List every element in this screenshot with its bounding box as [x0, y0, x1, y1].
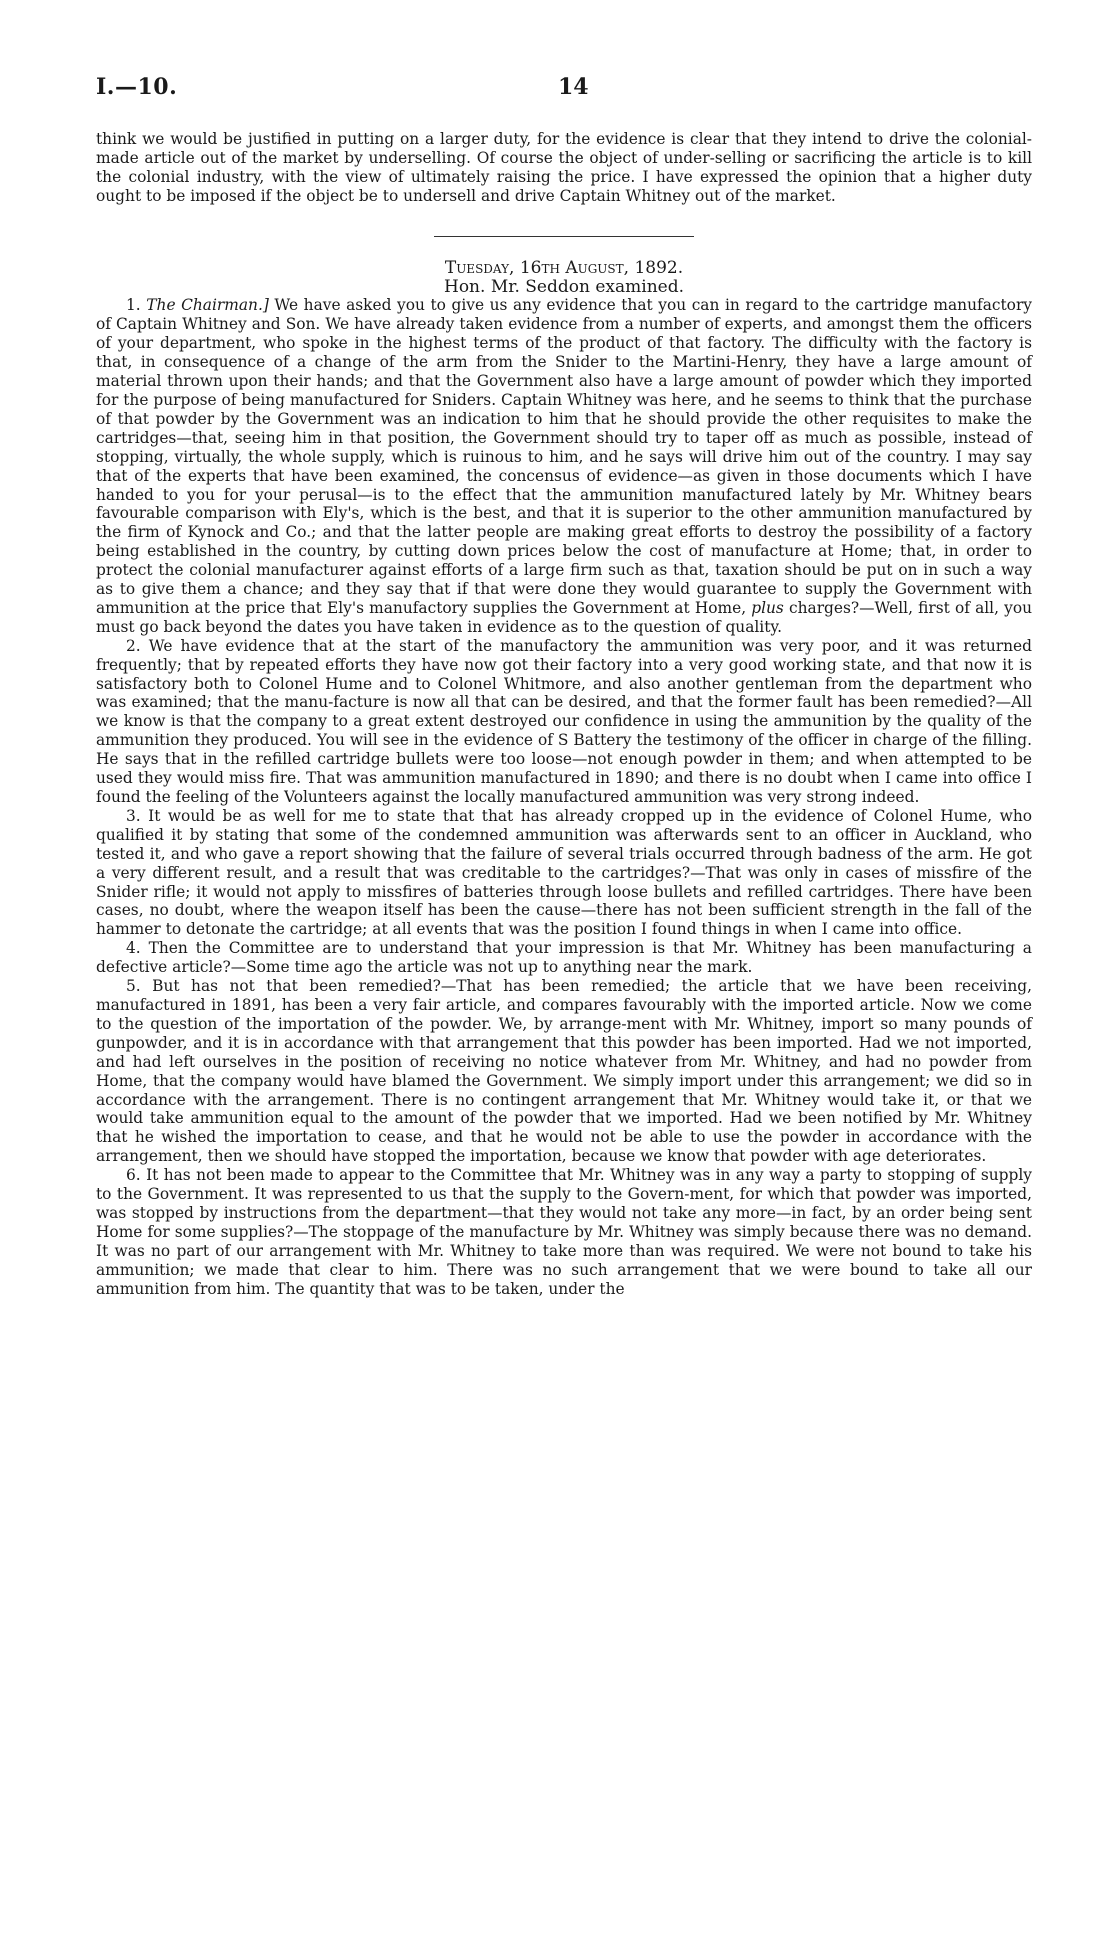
document-reference: I.—10.: [96, 74, 178, 100]
speaker-label: The Chairman.]: [146, 296, 269, 315]
session-date: Tuesday, 16th August, 1892.: [444, 257, 684, 278]
italic-word: plus: [751, 598, 784, 617]
paragraph-text-continued: charges?—Well, first of all, you must go back beyond the dates you have taken in evidence as to the question of quality.: [96, 598, 1033, 636]
question-paragraph-5: [96, 977, 1032, 1166]
question-paragraph-3: [96, 807, 1032, 939]
paragraph-text: We have evidence that at the start of the manufactory the ammunition was very poor, and it was returned frequently; that by repeated efforts they have now got their factory into a very good working state, and that now it is satisfactory both to Colonel Hume and to Colonel Whitmore, and also another gentleman from the department who was examined; that the manu-facture is now all that can be desired, and that the former fault has been remedied?—All we know is that the company to a great extent destroyed our confidence in using the ammunition by the quality of the ammunition they produced. You will see in the evidence of S Battery the testimony of the officer in charge of the filling. He says that in the refilled cartridge bullets were too loose—not enough powder in them; and when attempted to be used they would miss fire. That was ammunition manufactured in 1890; and there is no doubt when I came into office I found the feeling of the Volunteers against the locally manufactured ammunition was very strong indeed.: [96, 636, 1032, 806]
paragraph-text: Then the Committee are to understand that your impression is that Mr. Whitney has been manufacturing a defective article?—Some time ago the article was not up to anything near the mark.: [96, 939, 1032, 977]
question-paragraph-4: [96, 939, 1032, 977]
question-paragraph-2: [96, 637, 1032, 807]
intro-paragraph: think we would be justified in putting on a larger duty, for the evidence is clear that they intend to drive the colonial-made article out of the market by underselling. Of course the object of under-selling or sacrificing the article is to kill the colonial industry, with the view of ultimately raising the price. I have expressed the opinion that a higher duty ought to be imposed if the object be to undersell and drive Captain Whitney out of the market.: [96, 130, 1032, 205]
paragraph-text: It has not been made to appear to the Committee that Mr. Whitney was in any way a party to stopping of supply to the Government. It was represented to us that the supply to the Govern-ment, for which that powder was imported, was stopped by instructions from the department—that they would not take any more—in fact, by an order being sent Home for some supplies?—The stoppage of the manufacture by Mr. Whitney was simply because there was no demand. It was no part of our arrangement with Mr. Whitney to take more than was required. We were not bound to take his ammunition; we made that clear to him. There was no such arrangement that we were bound to take all our ammunition from him. The quantity that was to be taken, under the: [96, 1166, 1032, 1298]
paragraph-text: But has not that been remedied?—That has been remedied; the article that we have been receiving, manufactured in 1891, has been a very fair article, and compares favourably with the imported article. Now we come to the question of the importation of the powder. We, by arrange-ment with Mr. Whitney, import so many pounds of gunpowder, and it is in accordance with that arrangement that this powder has been imported. Had we not imported, and had left ourselves in the position of receiving no notice whatever from Mr. Whitney, and had no powder from Home, that the company would have blamed the Government. We simply import under this arrangement; we did so in accordance with the arrangement. There is no contingent arrangement that Mr. Whitney would take it, or that we would take ammunition equal to the amount of the powder that we imported. Had we been notified by Mr. Whitney that he wished the importation to cease, and that he would not be able to use the powder in accordance with the arrangement, then we should have stopped the importation, because we know that powder with age deteriorates.: [96, 977, 1032, 1166]
document-body: [96, 130, 1032, 1298]
page-header: [96, 74, 1018, 104]
paragraph-text: We have asked you to give us any evidence that you can in regard to the cartridge manufactory of Captain Whitney and Son. We have already taken evidence from a number of experts, and amongst them the officers of your department, who spoke in the highest terms of the product of that factory. The difficulty with the factory is that, in consequence of a change of the arm from the Snider to the Martini-Henry, they have a large amount of material thrown upon their hands; and that the Government also have a large amount of powder which they imported for the purpose of being manufactured for Sniders. Captain Whitney was here, and he seems to think that the purchase of that powder by the Government was an indication to him that he should provide the other requisites to make the cartridges—that, seeing him in that position, the Government should try to taper off as much as possible, instead of stopping, virtually, the whole supply, which is ruinous to him, and he says will drive him out of the country. I may say that of the experts that have been examined, the concensus of evidence—as given in those documents which I have handed to you for your perusal—is to the effect that the ammunition manufactured lately by Mr. Whitney bears favourable comparison with Ely's, which is the best, and that it is superior to the other ammunition manufactured by the firm of Kynock and Co.; and that the latter people are making great efforts to destroy the possibility of a factory being established in the country, by cutting down prices below the cost of manufacture at Home; that, in order to protect the colonial manufacturer against efforts of a large firm such as that, taxation should be put on in such a way as to give them a chance; and they say that if that were done they would guarantee to supply the Government with ammunition at the price that Ely's manufactory supplies the Government at Home,: [96, 296, 1032, 617]
paragraph-number: 2.: [126, 636, 141, 655]
witness-examined: Hon. Mr. Seddon examined.: [444, 276, 684, 297]
paragraph-number: 5.: [126, 977, 141, 996]
paragraph-number: 3.: [126, 806, 141, 825]
question-paragraph-1: [96, 296, 1032, 636]
paragraph-number: 6.: [126, 1166, 141, 1185]
paragraph-number: 4.: [126, 939, 141, 958]
question-paragraph-6: [96, 1166, 1032, 1298]
paragraph-text: It would be as well for me to state that that has already cropped up in the evidence of Colonel Hume, who qualified it by stating that some of the condemned ammunition was afterwards sent to an officer in Auckland, who tested it, and who gave a report showing that the failure of several trials occurred through badness of the arm. He got a very different result, and a result that was creditable to the cartridges?—That was only in cases of missfire of the Snider rifle; it would not apply to missfires of batteries through loose bullets and refilled cartridges. There have been cases, no doubt, where the weapon itself has been the cause—there has not been sufficient strength in the fall of the hammer to detonate the cartridge; at all events that was the position I found things in when I came into office.: [96, 806, 1032, 939]
paragraph-number: 1.: [126, 296, 141, 315]
section-divider: [434, 236, 694, 237]
page-number: 14: [558, 74, 589, 100]
